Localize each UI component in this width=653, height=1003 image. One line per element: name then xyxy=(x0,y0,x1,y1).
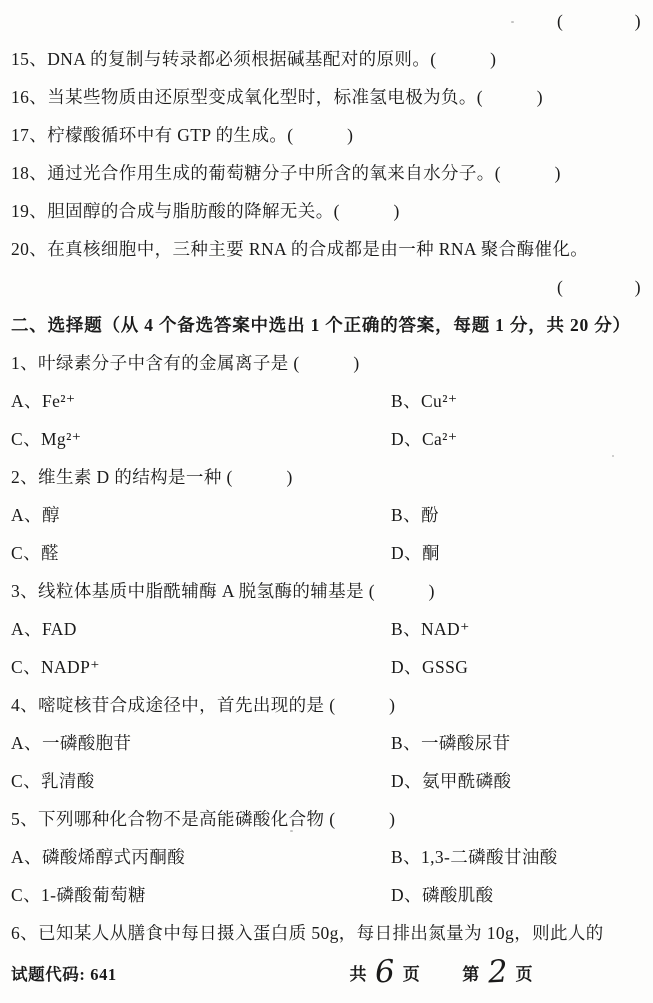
option-5-b: B、1,3-二磷酸甘油酸 xyxy=(391,847,558,867)
option-row xyxy=(11,730,645,756)
option-1-d: D、Ca²⁺ xyxy=(391,429,458,449)
page-number-label: 第 xyxy=(462,965,480,984)
scan-speck xyxy=(290,830,293,832)
scan-speck xyxy=(612,455,614,457)
answer-bracket-q20: ( ) xyxy=(556,277,641,297)
judgement-item-18: 18、通过光合作用生成的葡萄糖分子中所含的氧来自水分子。( ) xyxy=(11,163,561,183)
option-row xyxy=(11,654,645,680)
option-1-b: B、Cu²⁺ xyxy=(391,391,458,411)
total-pages-label: 共 xyxy=(349,965,368,984)
option-row xyxy=(11,502,645,528)
answer-bracket-top: ( ) xyxy=(556,11,641,31)
judgement-item-15: 15、DNA 的复制与转录都必须根据碱基配对的原则。( ) xyxy=(11,49,497,69)
option-4-a: A、一磷酸胞苷 xyxy=(11,733,132,753)
option-2-d: D、酮 xyxy=(391,543,440,563)
judgement-item-16: 16、当某些物质由还原型变成氧化型时，标准氢电极为负。( ) xyxy=(11,87,543,107)
mc-question-6-text: 6、已知某人从膳食中每日摄入蛋白质 50g，每日排出氮量为 10g，则此人的 xyxy=(11,923,604,943)
option-1-c: C、Mg²⁺ xyxy=(11,429,82,449)
mc-question-5-text: 5、下列哪种化合物不是高能磷酸化合物 ( ) xyxy=(11,809,396,829)
page-number-handwritten: 2 xyxy=(486,953,509,991)
option-3-a: A、FAD xyxy=(11,619,77,639)
page-footer xyxy=(11,953,645,991)
option-row xyxy=(11,540,645,566)
option-row xyxy=(11,616,645,642)
page-number-unit: 页 xyxy=(515,965,533,984)
judgement-item-17: 17、柠檬酸循环中有 GTP 的生成。( ) xyxy=(11,125,354,145)
option-row xyxy=(11,426,645,452)
option-4-d: D、氨甲酰磷酸 xyxy=(391,771,512,791)
option-5-d: D、磷酸肌酸 xyxy=(391,885,494,905)
scan-speck xyxy=(511,21,514,23)
option-5-c: C、1-磷酸葡萄糖 xyxy=(11,885,146,905)
mc-question-2-text: 2、维生素 D 的结构是一种 ( ) xyxy=(11,467,293,487)
option-2-c: C、醛 xyxy=(11,543,59,563)
scan-speck xyxy=(104,216,107,219)
mc-question-1-text: 1、叶绿素分子中含有的金属离子是 ( ) xyxy=(11,353,360,373)
option-3-d: D、GSSG xyxy=(391,657,469,677)
judgement-item-19: 19、胆固醇的合成与脂肪酸的降解无关。( ) xyxy=(11,201,400,221)
option-5-a: A、磷酸烯醇式丙酮酸 xyxy=(11,847,186,867)
option-2-a: A、醇 xyxy=(11,505,60,525)
option-3-c: C、NADP⁺ xyxy=(11,657,100,677)
total-pages-unit: 页 xyxy=(402,965,421,984)
option-1-a: A、Fe²⁺ xyxy=(11,391,76,411)
judgement-item-20: 20、在真核细胞中，三种主要 RNA 的合成都是由一种 RNA 聚合酶催化。 xyxy=(11,239,589,259)
option-row xyxy=(11,388,645,414)
option-2-b: B、酚 xyxy=(391,505,439,525)
mc-question-4-text: 4、嘧啶核苷合成途径中，首先出现的是 ( ) xyxy=(11,695,396,715)
option-4-c: C、乳清酸 xyxy=(11,771,95,791)
option-row xyxy=(11,844,645,870)
option-3-b: B、NAD⁺ xyxy=(391,619,470,639)
section-title: 二、选择题（从 4 个备选答案中选出 1 个正确的答案，每题 1 分，共 20 分） xyxy=(11,315,631,335)
total-pages-handwritten: 6 xyxy=(374,953,396,991)
mc-question-3-text: 3、线粒体基质中脂酰辅酶 A 脱氢酶的辅基是 ( ) xyxy=(11,581,435,601)
option-row xyxy=(11,768,645,794)
option-row xyxy=(11,882,645,908)
exam-code: 试题代码: 641 xyxy=(11,965,117,984)
option-4-b: B、一磷酸尿苷 xyxy=(391,733,511,753)
